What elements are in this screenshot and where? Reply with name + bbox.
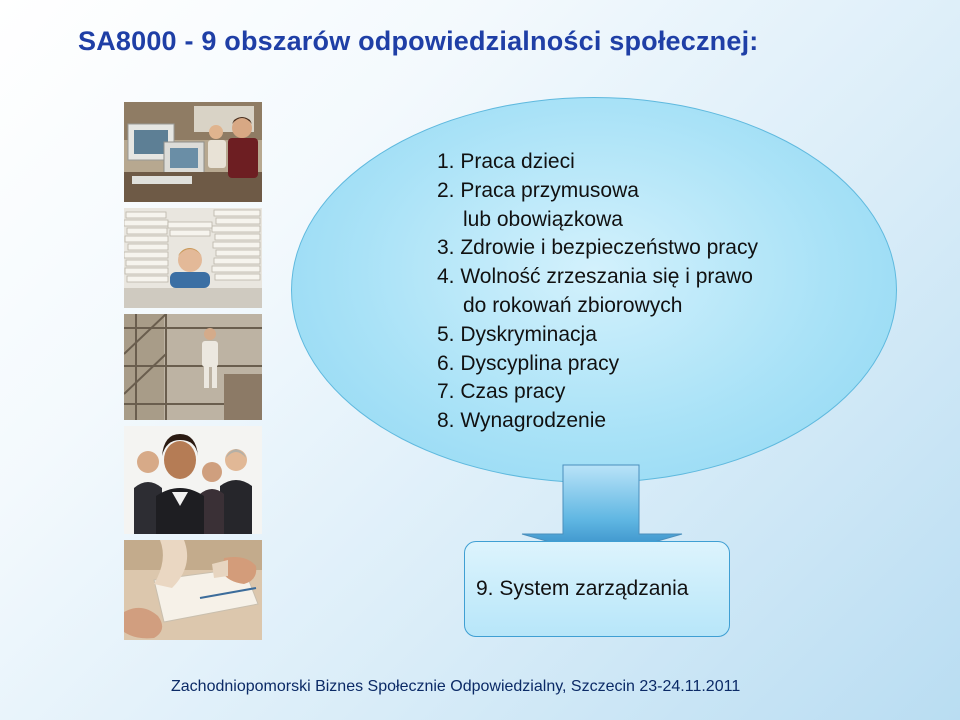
office-computers-photo [124,102,262,202]
area-item: 2. Praca przymusowa [437,178,639,202]
paper-stacks-photo [124,208,262,308]
area-item-continuation: do rokowań zbiorowych [463,293,683,317]
construction-scaffolding-photo [124,314,262,420]
area-item: 4. Wolność zrzeszania się i prawo [437,265,753,289]
area-item: 6. Dyscyplina pracy [437,351,620,375]
system-label: 9. System zarządzania [476,577,689,600]
area-item: 3. Zdrowie i bezpieczeństwo pracy [437,236,758,260]
footer: Zachodniopomorski Biznes Społecznie Odpowiedzialny, Szczecin 23-24.11.2011 [171,678,741,695]
area-item: 7. Czas pracy [437,380,566,404]
area-item: 1. Praca dzieci [437,150,575,173]
areas-list [437,148,758,436]
area-item: 8. Wynagrodzenie [437,409,607,433]
business-team-photo [124,426,262,534]
area-item: 5. Dyskryminacja [437,322,597,346]
area-item-continuation: lub obowiązkowa [463,207,623,231]
slide-title: SA8000 - 9 obszarów odpowiedzialności społecznej: [78,26,759,56]
hands-on-desk-photo [124,540,262,640]
